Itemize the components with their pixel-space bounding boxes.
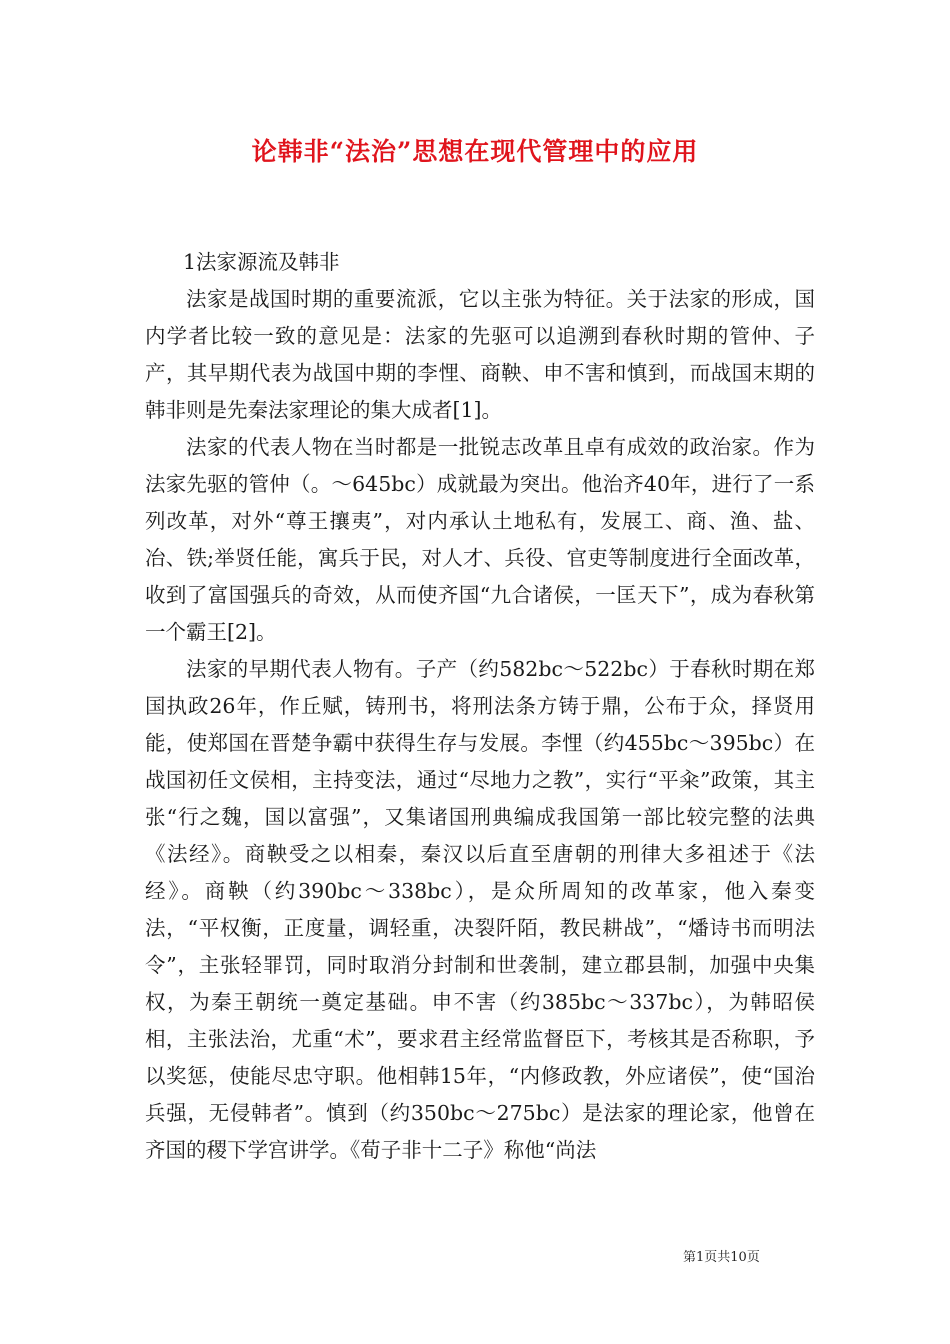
paragraph-3: 法家的早期代表人物有。子产（约582bc～522bc）于春秋时期在郑国执政26年，作丘赋，铸刑书，将刑法条方铸于鼎，公布于众，择贤用能，使郑国在晋楚争霸中获得生存与发展。李悝（约455bc～395bc）在战国初任文侯相，主持变法，通过“尽地力之教”，实行“平籴”政策，其主张“行之魏，国以富强”，又集诸国刑典编成我国第一部比较完整的法典《法经》。商鞅受之以相秦，秦汉以后直至唐朝的刑律大多祖述于《法经》。商鞅（约390bc～338bc），是众所周知的改革家，他入秦变法，“平权衡，正度量，调轻重，决裂阡陌，教民耕战”，“燔诗书而明法令”，主张轻罪罚，同时取消分封制和世袭制，建立郡县制，加强中央集权，为秦王朝统一奠定基础。申不害（约385bc～337bc），为韩昭侯相，主张法治，尤重“术”，要求君主经常监督臣下，考核其是否称职，予以奖惩，使能尽忠守职。他相韩15年，“内修政教，外应诸侯”，使“国治兵强，无侵韩者”。慎到（约350bc～275bc）是法家的理论家，他曾在齐国的稷下学宫讲学。《荀子非十二子》称他“尚法: [145, 657, 815, 1162]
document-title: 论韩非“法治”思想在现代管理中的应用: [251, 137, 699, 166]
document-body: [145, 244, 815, 1169]
paragraph-2: 法家的代表人物在当时都是一批锐志改革且卓有成效的政治家。作为法家先驱的管仲（。～645bc）成就最为突出。他治齐40年，进行了一系列改革，对外“尊王攘夷”，对内承认土地私有，发展工、商、渔、盐、冶、铁;举贤任能，寓兵于民，对人才、兵役、官吏等制度进行全面改革，收到了富国强兵的奇效，从而使齐国“九合诸侯，一匡天下”，成为春秋第一个霸王[2]。: [145, 435, 815, 644]
section-heading: 1法家源流及韩非: [183, 250, 340, 274]
page-number-footer: 第1页共10页: [683, 1250, 760, 1265]
paragraph-1: 法家是战国时期的重要流派，它以主张为特征。关于法家的形成，国内学者比较一致的意见是：法家的先驱可以追溯到春秋时期的管仲、子产，其早期代表为战国中期的李悝、商鞅、申不害和慎到，而战国末期的韩非则是先秦法家理论的集大成者[1]。: [145, 287, 815, 422]
